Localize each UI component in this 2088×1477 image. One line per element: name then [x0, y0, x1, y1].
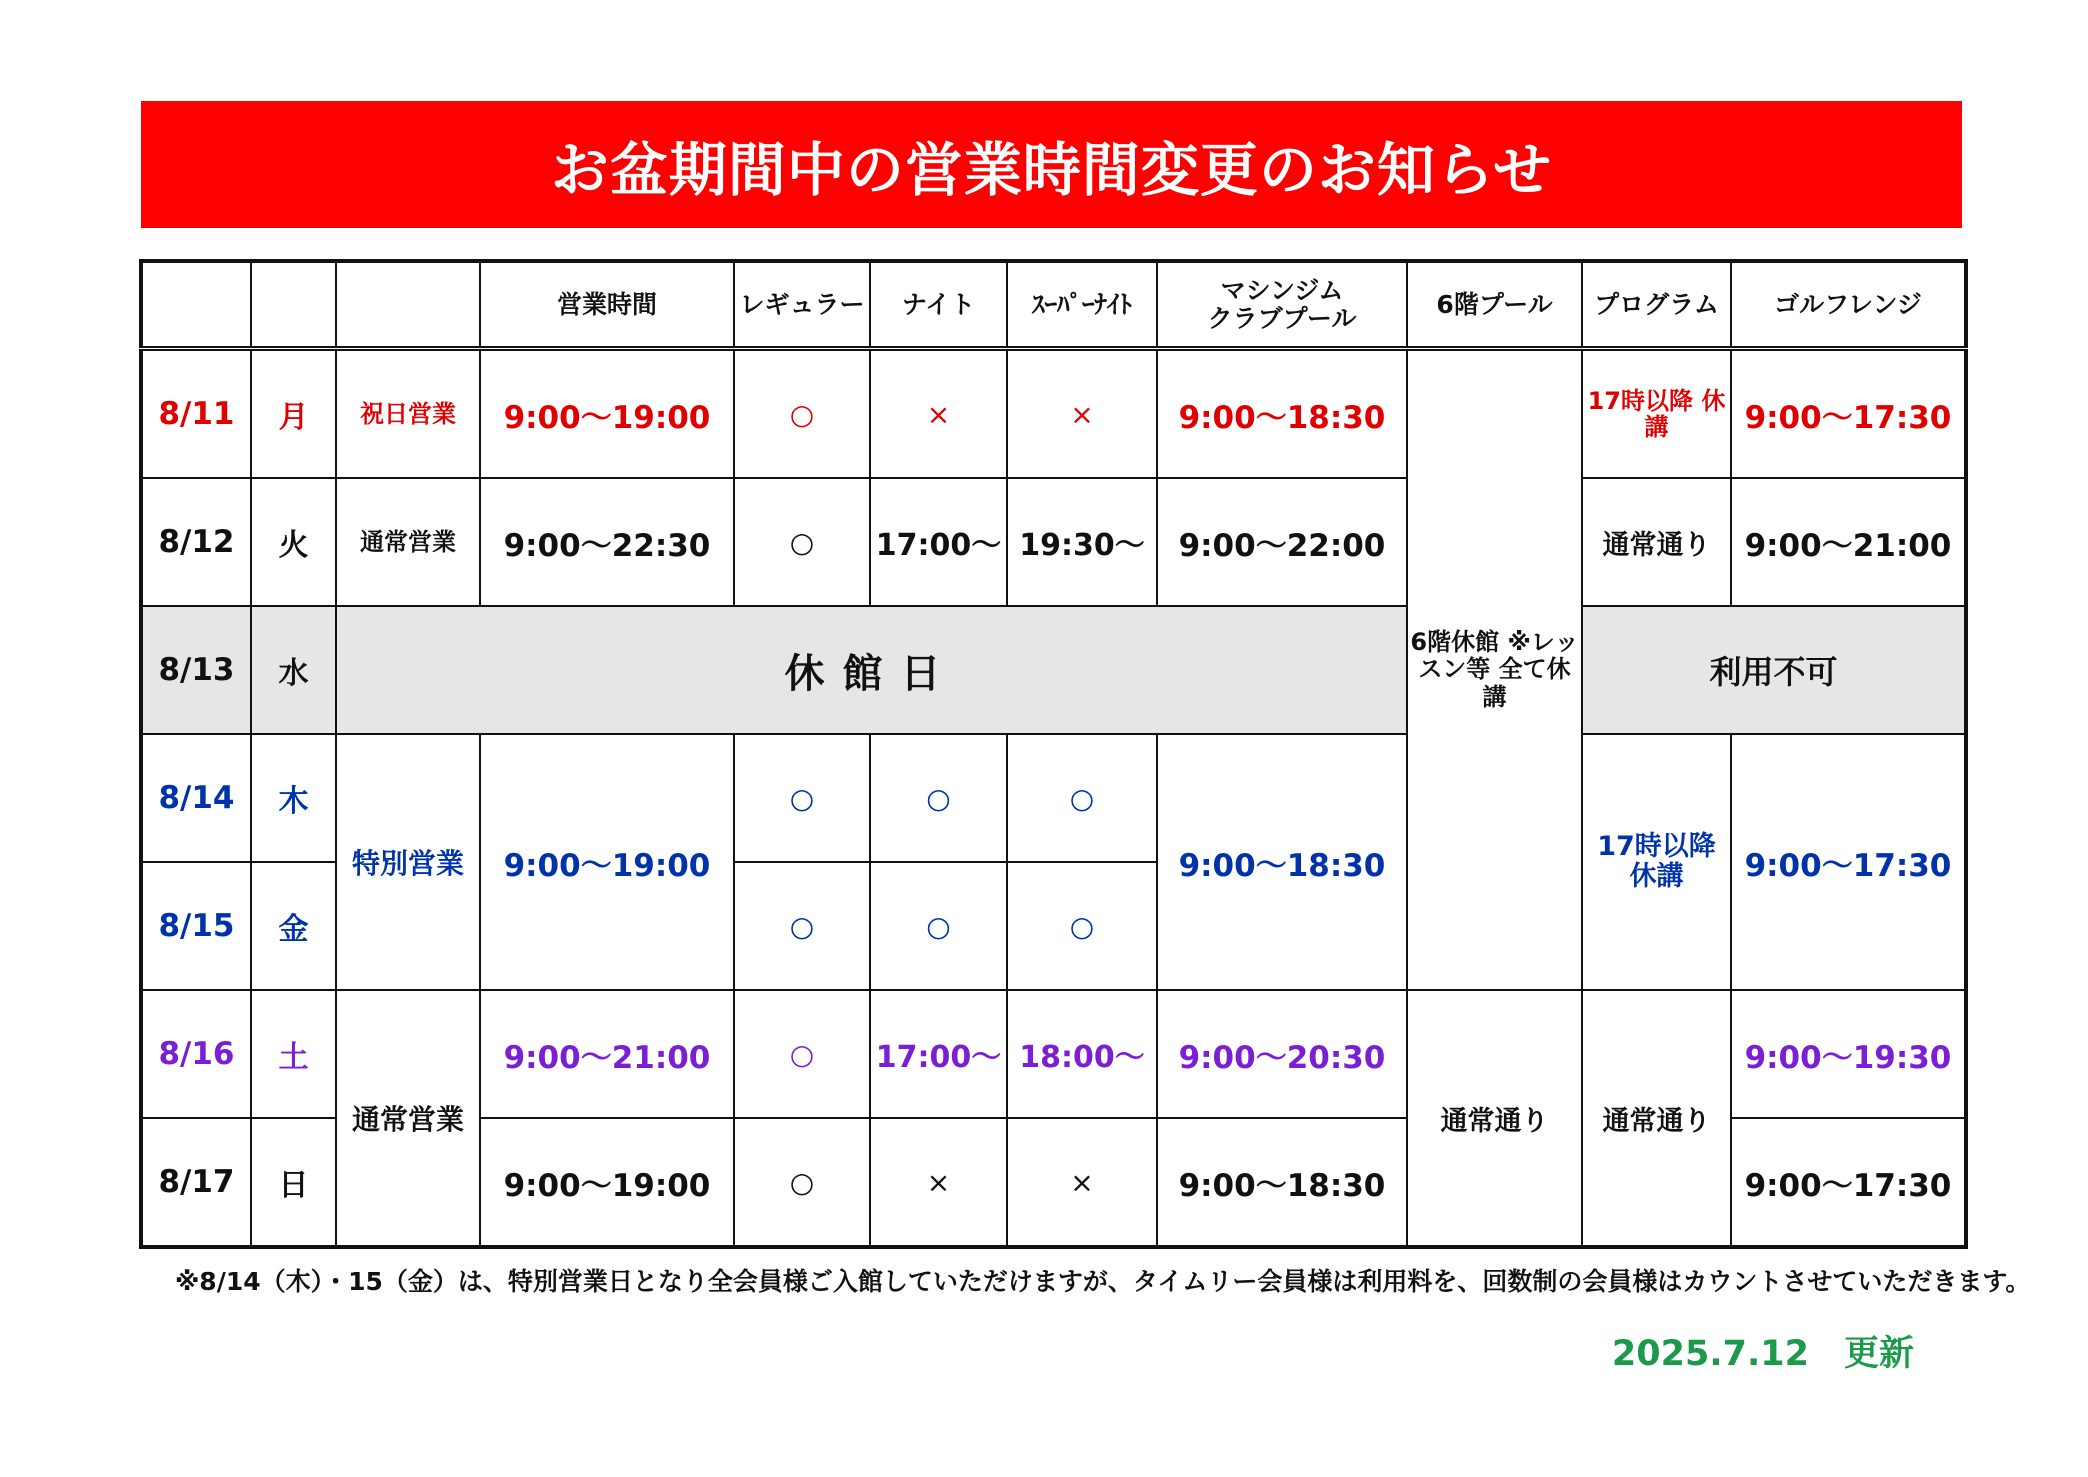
night-cell: 17:00〜	[870, 990, 1007, 1118]
row-8-11	[141, 349, 1966, 479]
day-cell: 水	[251, 606, 336, 734]
regular-cell: ○	[734, 478, 870, 606]
supernight-cell: ×	[1007, 349, 1157, 479]
page-title-banner	[141, 101, 1962, 228]
day-cell: 土	[251, 990, 336, 1118]
gym-cell: 9:00〜18:30	[1157, 349, 1407, 479]
date-cell: 8/12	[141, 478, 251, 606]
night-cell: ○	[870, 734, 1007, 862]
day-cell: 火	[251, 478, 336, 606]
date-cell: 8/14	[141, 734, 251, 862]
hours-cell: 9:00〜19:00	[480, 1118, 734, 1247]
header-6f-pool: 6階プール	[1407, 261, 1582, 349]
type-cell: 通常営業	[336, 990, 480, 1247]
hours-cell: 9:00〜22:30	[480, 478, 734, 606]
header-supernight: ｽｰﾊﾟｰﾅｲﾄ	[1007, 261, 1157, 349]
regular-cell: ○	[734, 1118, 870, 1247]
header-cell-blank	[251, 261, 336, 349]
golf-cell: 9:00〜17:30	[1731, 349, 1966, 479]
date-cell: 8/17	[141, 1118, 251, 1247]
date-cell: 8/15	[141, 862, 251, 990]
golf-cell: 9:00〜17:30	[1731, 734, 1966, 990]
row-8-12	[141, 478, 1966, 606]
row-8-16	[141, 990, 1966, 1118]
program-cell: 通常通り	[1582, 990, 1731, 1247]
header-program: プログラム	[1582, 261, 1731, 349]
gym-cell: 9:00〜22:00	[1157, 478, 1407, 606]
hours-cell: 9:00〜21:00	[480, 990, 734, 1118]
hours-cell: 9:00〜19:00	[480, 734, 734, 990]
program-cell: 17時以降 休講	[1582, 349, 1731, 479]
date-cell: 8/11	[141, 349, 251, 479]
type-cell: 祝日営業	[336, 349, 480, 479]
day-cell: 金	[251, 862, 336, 990]
date-cell: 8/16	[141, 990, 251, 1118]
header-row	[141, 261, 1966, 349]
night-cell: ×	[870, 1118, 1007, 1247]
supernight-cell: ○	[1007, 862, 1157, 990]
hours-cell: 9:00〜19:00	[480, 349, 734, 479]
header-hours: 営業時間	[480, 261, 734, 349]
regular-cell: ○	[734, 734, 870, 862]
golf-cell: 9:00〜21:00	[1731, 478, 1966, 606]
golf-cell: 9:00〜17:30	[1731, 1118, 1966, 1247]
closed-day-cell: 休館日	[336, 606, 1407, 734]
unavailable-cell: 利用不可	[1582, 606, 1966, 734]
night-cell: 17:00〜	[870, 478, 1007, 606]
pool-closed-cell: 6階休館 ※レッスン等 全て休講	[1407, 349, 1582, 991]
header-regular: レギュラー	[734, 261, 870, 349]
header-night: ナイト	[870, 261, 1007, 349]
supernight-cell: ○	[1007, 734, 1157, 862]
updated-date: 2025.7.12 更新	[1611, 1334, 1914, 1374]
gym-cell: 9:00〜18:30	[1157, 734, 1407, 990]
night-cell: ○	[870, 862, 1007, 990]
gym-cell: 9:00〜18:30	[1157, 1118, 1407, 1247]
supernight-cell: 19:30〜	[1007, 478, 1157, 606]
footnote: ※8/14（木）・15（金）は、特別営業日となり全会員様ご入館していただけますが、タイムリー会員様は利用料を、回数制の会員様はカウントさせていただきます。	[175, 1267, 2031, 1296]
night-cell: ×	[870, 349, 1007, 479]
day-cell: 木	[251, 734, 336, 862]
row-8-14	[141, 734, 1966, 862]
type-cell: 通常営業	[336, 478, 480, 606]
regular-cell: ○	[734, 990, 870, 1118]
pool-cell: 通常通り	[1407, 990, 1582, 1247]
regular-cell: ○	[734, 349, 870, 479]
row-8-13	[141, 606, 1966, 734]
supernight-cell: ×	[1007, 1118, 1157, 1247]
supernight-cell: 18:00〜	[1007, 990, 1157, 1118]
header-golf: ゴルフレンジ	[1731, 261, 1966, 349]
page-title: お盆期間中の営業時間変更のお知らせ	[550, 135, 1553, 204]
gym-cell: 9:00〜20:30	[1157, 990, 1407, 1118]
golf-cell: 9:00〜19:30	[1731, 990, 1966, 1118]
schedule-table	[139, 259, 1968, 1249]
header-cell-blank	[141, 261, 251, 349]
date-cell: 8/13	[141, 606, 251, 734]
program-cell: 通常通り	[1582, 478, 1731, 606]
type-cell: 特別営業	[336, 734, 480, 990]
program-cell: 17時以降 休講	[1582, 734, 1731, 990]
regular-cell: ○	[734, 862, 870, 990]
header-gym-pool: マシンジム クラブプール	[1157, 261, 1407, 349]
day-cell: 月	[251, 349, 336, 479]
day-cell: 日	[251, 1118, 336, 1247]
header-cell-blank	[336, 261, 480, 349]
